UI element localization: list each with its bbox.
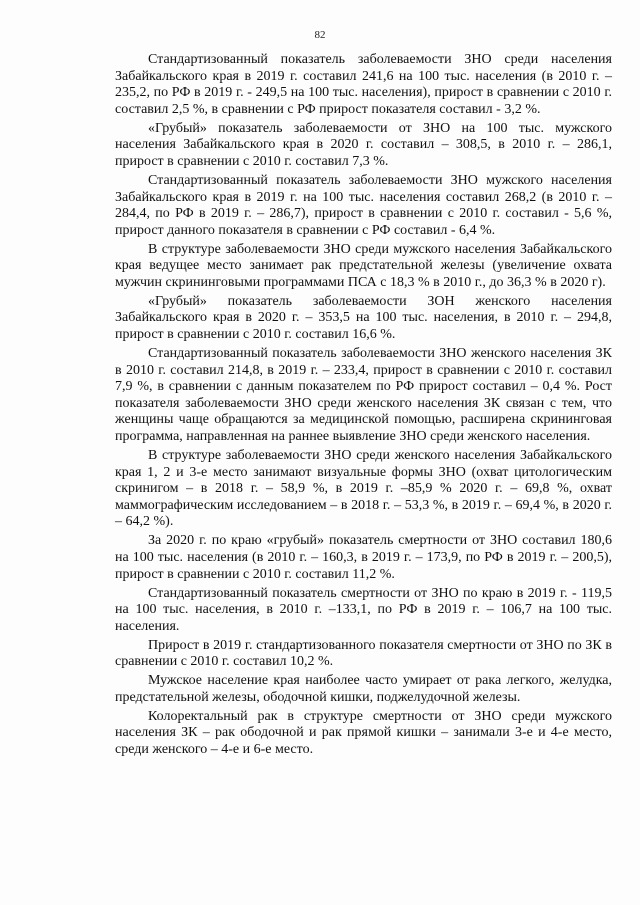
body-text xyxy=(115,52,612,761)
paragraph-3: Стандартизованный показатель заболеваемости ЗНО мужского населения Забайкальского края в 2019 г. на 100 тыс. населения составил 268,2 (в 2010 г. – 284,4, по РФ в 2019 г. – 286,7), прирост в сравнении с 2010 г. составил - 5,6 %, прирост данного показателя в сравнении с РФ составил - 6,4 %. xyxy=(115,172,612,238)
paragraph-5: «Грубый» показатель заболеваемости ЗОН женского населения Забайкальского края в 2020 г. – 353,5 на 100 тыс. населения, в 2010 г. – 294,8, прирост в сравнении с 2010 г. составил 16,6 %. xyxy=(115,293,612,343)
paragraph-1: Стандартизованный показатель заболеваемости ЗНО среди населения Забайкальского края в 2019 г. составил 241,6 на 100 тыс. населения (в 2010 г. – 235,2, по РФ в 2019 г. - 249,5 на 100 тыс. населения), прирост в сравнении с 2010 г. составил 2,5 %, в сравнении с РФ прирост показателя составил - 3,2 %. xyxy=(115,52,612,117)
paragraph-12: Колоректальный рак в структуре смертности от ЗНО среди мужского населения ЗК – рак ободочной и рак прямой кишки – занимали 3-е и 4-е место, среди женского – 4-е и 6-е место. xyxy=(115,708,612,758)
paragraph-11: Мужское население края наиболее часто умирает от рака легкого, желудка, предстательной железы, ободочной кишки, поджелудочной железы. xyxy=(115,673,612,705)
paragraph-10: Прирост в 2019 г. стандартизованного показателя смертности от ЗНО по ЗК в сравнении с 2010 г. составил 10,2 %. xyxy=(115,637,612,670)
paragraph-9: Стандартизованный показатель смертности от ЗНО по краю в 2019 г. - 119,5 на 100 тыс. населения, в 2010 г. –133,1, по РФ в 2019 г. – 106,7 на 100 тыс. населения. xyxy=(115,585,612,634)
page-number: 82 xyxy=(314,29,326,41)
paragraph-7: В структуре заболеваемости ЗНО среди женского населения Забайкальского края 1, 2 и 3-е место занимают визуальные формы ЗНО (охват цитологическим скринигом – в 2018 г. – 58,9 %, в 2019 г. –85,9 % 2020 г. – 69,8 %, охват маммографическим исследованием – в 2018 г. – 53,3 %, в 2019 г. – 69,4 %, в 2020 г. – 64,2 %). xyxy=(115,448,612,530)
paragraph-4: В структуре заболеваемости ЗНО среди мужского населения Забайкальского края ведущее место занимает рак предстательной железы (увеличение охвата мужчин скрининговыми программами ПСА с 18,3 % в 2010 г., до 36,3 % в 2020 г). xyxy=(115,241,612,290)
paragraph-8: За 2020 г. по краю «грубый» показатель смертности от ЗНО составил 180,6 на 100 тыс. населения (в 2010 г. – 160,3, в 2019 г. – 173,9, по РФ в 2019 г. – 200,5), прирост в сравнении с 2010 г. составил 11,2 %. xyxy=(115,533,612,582)
paragraph-6: Стандартизованный показатель заболеваемости ЗНО женского населения ЗК в 2010 г. составил 214,8, в 2019 г. – 233,4, прирост в сравнении с 2010 г. составил 7,9 %, в сравнении с данным показателем по РФ прирост составил – 0,4 %. Рост показателя заболеваемости ЗНО среди женского населения ЗК связан с тем, что женщины чаще обращаются за медицинской помощью, расширена скрининговая программа, направленная на раннее выявление ЗНО среди женского населения. xyxy=(115,346,612,445)
paragraph-2: «Грубый» показатель заболеваемости от ЗНО на 100 тыс. мужского населения Забайкальского края в 2020 г. составил – 308,5, в 2010 г. – 286,1, прирост в сравнении с 2010 г. составил 7,3 %. xyxy=(115,120,612,169)
